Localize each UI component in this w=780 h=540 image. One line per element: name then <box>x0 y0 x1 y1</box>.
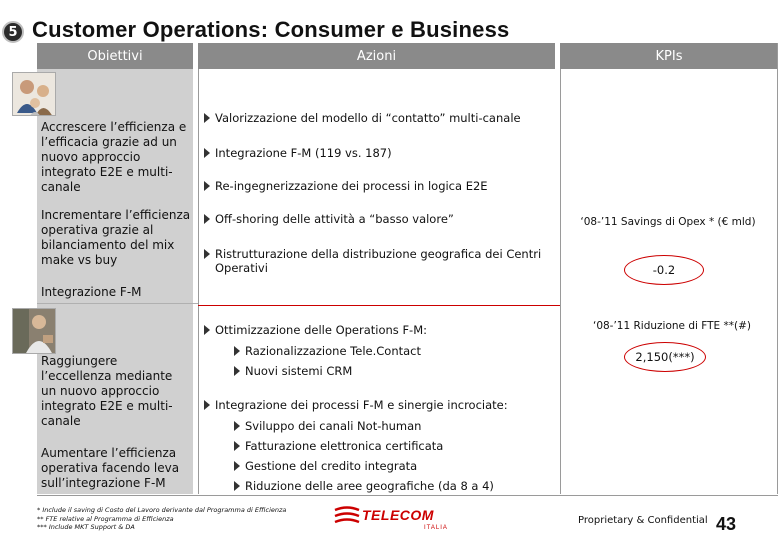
footer-rule <box>37 495 778 496</box>
action-text: Riduzione delle aree geografiche (da 8 a 4) <box>245 479 494 493</box>
action-subitem <box>234 439 443 453</box>
bullet-triangle-icon <box>204 325 210 335</box>
footnote: *** Include MKT Support & DA <box>37 523 135 531</box>
bullet-triangle-icon <box>234 366 240 376</box>
action-subitem <box>234 459 417 473</box>
divider-actions <box>198 69 199 494</box>
divider-kpis <box>560 69 561 494</box>
bullet-triangle-icon <box>204 249 210 259</box>
action-subitem <box>234 344 421 358</box>
bullet-triangle-icon <box>234 461 240 471</box>
objective-3: Raggiungere l’eccellenza mediante un nuovo approccio integrato E2E e multi-canale <box>41 354 173 428</box>
action-text: Gestione del credito integrata <box>245 459 418 473</box>
header-actions <box>198 43 555 69</box>
footnote: * Include il saving di Costo del Lavoro derivante dal Programma di Efficienza <box>37 506 287 514</box>
objective-2: Incrementare l’efficienza operativa grazie al bilanciamento del mix make vs buy <box>41 208 191 267</box>
logo-wordmark: TELECOM <box>362 507 434 523</box>
action-subitem <box>234 479 494 493</box>
kpi-fte-value: 2,150(***) <box>624 342 706 372</box>
slide-number-badge: 5 <box>2 21 24 43</box>
action-text: Ristrutturazione della distribuzione geografica dei Centri Operativi <box>215 247 542 275</box>
footnote: ** FTE relative al Programma di Efficienza <box>37 514 174 523</box>
bullet-triangle-icon <box>204 181 210 191</box>
bullet-triangle-icon <box>234 346 240 356</box>
bullet-triangle-icon <box>204 113 210 123</box>
kpi-fte-label: ‘08-’11 Riduzione di FTE **(#) <box>592 320 751 332</box>
kpi-savings-value: -0.2 <box>624 255 704 285</box>
action-item <box>204 398 508 412</box>
header-objectives <box>37 43 193 69</box>
kpi-savings-label: ‘08-’11 Savings di Opex * (€ mld) <box>580 216 756 228</box>
action-item <box>204 146 392 160</box>
action-item <box>204 179 488 193</box>
objective-4: Aumentare l’efficienza operativa facendo leva sull’integrazione F-M <box>41 446 180 490</box>
page-title: Customer Operations: Consumer e Business <box>32 17 510 42</box>
bullet-triangle-icon <box>234 441 240 451</box>
telecom-wave-icon <box>334 506 360 526</box>
header-objectives-label: Obiettivi <box>87 48 143 64</box>
action-item <box>204 247 554 275</box>
telecom-logo <box>334 504 454 536</box>
bullet-triangle-icon <box>204 148 210 158</box>
action-text: Fatturazione elettronica certificata <box>245 439 444 453</box>
action-text: Off-shoring delle attività a “basso valore” <box>215 212 454 226</box>
objectives-separator <box>37 303 198 304</box>
people-photo <box>12 72 56 116</box>
bullet-triangle-icon <box>204 214 210 224</box>
logo-subtext: ITALIA <box>424 525 448 531</box>
action-text: Nuovi sistemi CRM <box>245 364 353 378</box>
footnotes <box>37 506 337 532</box>
action-subitem <box>234 364 352 378</box>
action-subitem <box>234 419 421 433</box>
action-item <box>204 111 521 125</box>
header-kpis-label: KPIs <box>655 48 683 64</box>
worker-photo <box>12 308 56 354</box>
action-text: Ottimizzazione delle Operations F-M: <box>215 323 428 337</box>
page-number: 43 <box>716 514 737 534</box>
action-text: Re-ingegnerizzazione dei processi in logica E2E <box>215 179 488 193</box>
section-label-fm: Integrazione F-M <box>41 285 142 299</box>
objective-1: Accrescere l’efficienza e l’efficacia grazie ad un nuovo approccio integrato E2E e multi-canale <box>41 120 187 194</box>
bullet-triangle-icon <box>234 481 240 491</box>
bullet-triangle-icon <box>234 421 240 431</box>
header-actions-label: Azioni <box>356 48 397 64</box>
action-text: Razionalizzazione Tele.Contact <box>245 344 421 358</box>
action-item <box>204 212 454 226</box>
action-text: Integrazione F-M (119 vs. 187) <box>215 146 392 160</box>
action-item <box>204 323 427 337</box>
section-separator <box>198 305 560 306</box>
footer-confidential: Proprietary & Confidential <box>578 515 708 526</box>
divider-right <box>777 43 778 494</box>
action-text: Integrazione dei processi F-M e sinergie incrociate: <box>215 398 508 412</box>
bullet-triangle-icon <box>204 400 210 410</box>
action-text: Sviluppo dei canali Not-human <box>245 419 422 433</box>
header-kpis <box>560 43 778 69</box>
action-text: Valorizzazione del modello di “contatto” multi-canale <box>215 111 521 125</box>
